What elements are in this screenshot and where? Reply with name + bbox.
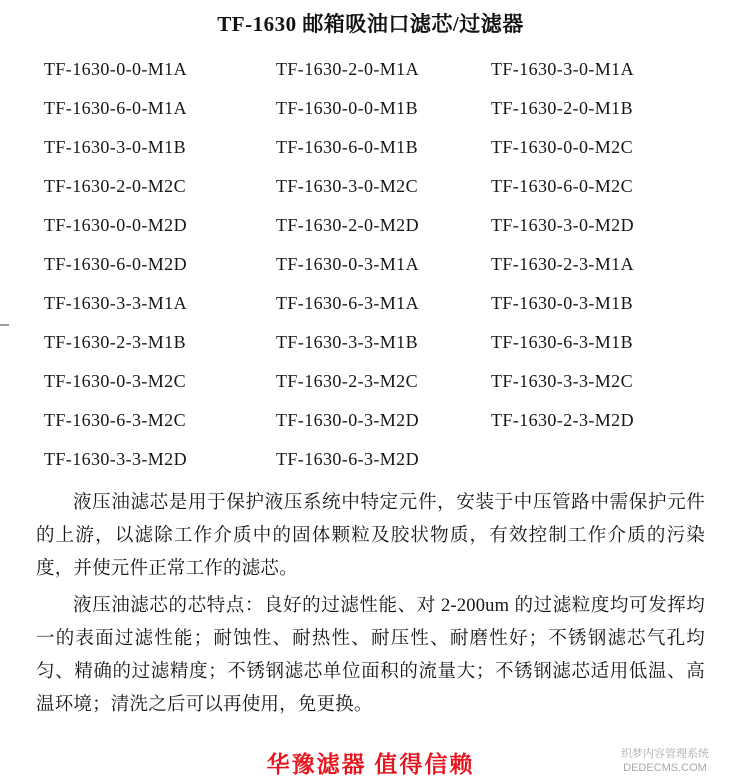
model-number: TF-1630-6-0-M2C xyxy=(491,176,633,196)
model-number: TF-1630-0-0-M2D xyxy=(44,215,187,235)
model-number: TF-1630-3-0-M2D xyxy=(491,215,634,235)
model-number: TF-1630-0-3-M1B xyxy=(491,293,633,313)
model-number: TF-1630-6-3-M2D xyxy=(276,449,419,469)
model-number: TF-1630-3-3-M2C xyxy=(491,371,633,391)
model-number: TF-1630-0-0-M1B xyxy=(276,98,418,118)
model-number: TF-1630-6-0-M1B xyxy=(276,137,418,157)
model-number: TF-1630-0-3-M2C xyxy=(44,371,186,391)
model-number: TF-1630-3-3-M2D xyxy=(44,449,187,469)
slogan: 华豫滤器 值得信赖 xyxy=(266,752,475,777)
model-number: TF-1630-2-0-M1B xyxy=(491,98,633,118)
document-page xyxy=(0,8,741,783)
model-number: TF-1630-3-3-M1B xyxy=(276,332,418,352)
model-number: TF-1630-0-0-M1A xyxy=(44,59,187,79)
description-paragraph: 液压油滤芯是用于保护液压系统中特定元件，安装于中压管路中需保护元件的上游，以滤除工作介质中的固体颗粒及胶状物质，有效控制工作介质的污染度，并使元件正常工作的滤芯。 xyxy=(36,493,705,579)
model-number: TF-1630-2-0-M1A xyxy=(276,59,419,79)
model-number: TF-1630-6-3-M1A xyxy=(276,293,419,313)
model-number: TF-1630-2-3-M2C xyxy=(276,371,418,391)
model-number: TF-1630-2-3-M2D xyxy=(491,410,634,430)
model-number: TF-1630-2-0-M2C xyxy=(44,176,186,196)
model-number: TF-1630-2-3-M1A xyxy=(491,254,634,274)
watermark-line-1: 织梦内容管理系统 xyxy=(621,748,709,760)
model-number xyxy=(491,440,741,479)
model-number: TF-1630-6-3-M1B xyxy=(491,332,633,352)
model-number: TF-1630-3-0-M1B xyxy=(44,137,186,157)
model-number: TF-1630-0-3-M1A xyxy=(276,254,419,274)
model-number: TF-1630-0-3-M2D xyxy=(276,410,419,430)
model-number: TF-1630-0-0-M2C xyxy=(491,137,633,157)
description-paragraph: 液压油滤芯的芯特点：良好的过滤性能、对 2-200um 的过滤粒度均可发挥均一的表面过滤性能；耐蚀性、耐热性、耐压性、耐磨性好；不锈钢滤芯气孔均匀、精确的过滤精度；不锈钢滤芯单位面积的流量大；不锈钢滤芯适用低温、高温环境；清洗之后可以再使用，免更换。 xyxy=(36,596,705,715)
model-number: TF-1630-6-3-M2C xyxy=(44,410,186,430)
model-number: TF-1630-3-3-M1A xyxy=(44,293,187,313)
description-section xyxy=(0,487,741,722)
page-edge-mark xyxy=(0,324,9,326)
model-number: TF-1630-6-0-M1A xyxy=(44,98,187,118)
model-number: TF-1630-2-3-M1B xyxy=(44,332,186,352)
page-title: TF-1630 邮箱吸油口滤芯/过滤器 xyxy=(217,12,524,36)
model-number: TF-1630-6-0-M2D xyxy=(44,254,187,274)
model-number-grid xyxy=(0,50,741,479)
model-number: TF-1630-3-0-M1A xyxy=(491,59,634,79)
model-number: TF-1630-3-0-M2C xyxy=(276,176,418,196)
watermark-line-2: DEDECMS.COM xyxy=(623,762,707,774)
watermark xyxy=(595,747,735,775)
model-number: TF-1630-2-0-M2D xyxy=(276,215,419,235)
